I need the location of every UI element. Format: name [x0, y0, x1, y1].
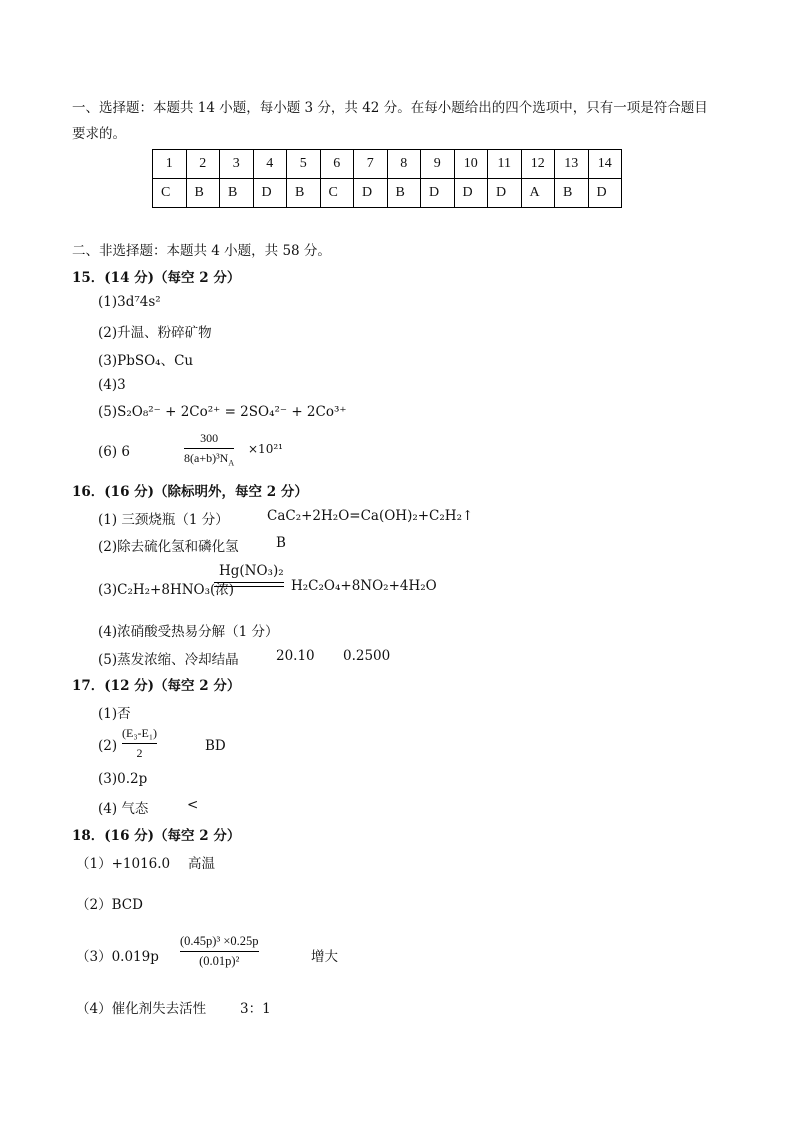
q16-answer-5: (5)蒸发浓缩、冷却结晶 [98, 652, 239, 668]
q18-title: 18．(16 分)（每空 2 分） [72, 828, 241, 844]
question-number-cell: 10 [454, 150, 488, 179]
question-number-cell: 9 [421, 150, 455, 179]
q16-answer-2-choice: B [276, 535, 286, 551]
question-number-cell: 11 [488, 150, 522, 179]
answer-cell: B [186, 179, 220, 208]
question-number-cell: 7 [354, 150, 388, 179]
q17-answer-2-numerator: (E₃-E₁) [122, 726, 158, 740]
answer-table-numbers-row [153, 150, 622, 179]
question-number-cell: 14 [588, 150, 622, 179]
fraction-bar [122, 743, 157, 744]
answer-table [152, 149, 622, 208]
q18-answer-3-fraction [180, 934, 259, 969]
fraction-bar [180, 951, 259, 952]
answer-cell: B [555, 179, 589, 208]
q15-answer-6-fraction [184, 431, 234, 466]
question-number-cell: 5 [287, 150, 321, 179]
q18-answer-1-condition: 高温 [188, 856, 215, 872]
question-number-cell: 13 [555, 150, 589, 179]
q18-answer-1: （1）+1016.0 [76, 856, 171, 872]
q16-answer-3-products: H₂C₂O₄+8NO₂+4H₂O [291, 578, 437, 594]
q17-answer-2-choice: BD [205, 738, 226, 754]
q17-answer-2-denominator: 2 [136, 746, 143, 760]
q18-answer-3-trend: 增大 [311, 949, 338, 965]
q15-answer-3: (3)PbSO₄、Cu [98, 353, 194, 369]
answer-cell: B [387, 179, 421, 208]
q18-answer-3-denominator: (0.01p)² [199, 954, 240, 968]
answer-cell: C [153, 179, 187, 208]
q15-answer-2: (2)升温、粉碎矿物 [98, 325, 212, 341]
answer-cell: D [354, 179, 388, 208]
question-number-cell: 6 [320, 150, 354, 179]
q16-answer-5-value-1: 20.10 [276, 648, 315, 664]
q15-answer-4: (4)3 [98, 377, 126, 393]
fraction-bar [184, 448, 234, 449]
q15-answer-5: (5)S₂O₈²⁻ + 2Co²⁺ = 2SO₄²⁻ + 2Co³⁺ [98, 404, 347, 420]
q17-answer-1: (1)否 [98, 706, 131, 722]
answer-cell: D [253, 179, 287, 208]
q17-answer-2-fraction [122, 726, 157, 761]
question-number-cell: 1 [153, 150, 187, 179]
q16-answer-3-condition: Hg(NO₃)₂ [219, 563, 284, 579]
question-number-cell: 12 [521, 150, 555, 179]
q16-answer-1-equation: CaC₂+2H₂O=Ca(OH)₂+C₂H₂↑ [267, 508, 474, 524]
q18-answer-3-numerator: (0.45p)³ ×0.25p [180, 934, 259, 948]
question-number-cell: 4 [253, 150, 287, 179]
q15-answer-6-denominator: $8(a+b)^3N_A$ [184, 451, 235, 468]
q15-answer-1: (1)3d⁷4s² [98, 294, 161, 310]
q17-answer-2-label: (2) [98, 738, 118, 754]
q15-answer-6-tail: ×10²¹ [248, 442, 283, 456]
answer-cell: D [488, 179, 522, 208]
answer-cell: C [320, 179, 354, 208]
reaction-arrow-double-line [214, 582, 284, 587]
q16-title: 16．(16 分)（除标明外，每空 2 分） [72, 484, 308, 500]
answer-cell: B [220, 179, 254, 208]
q15-answer-6-numerator: 300 [200, 431, 219, 445]
question-number-cell: 3 [220, 150, 254, 179]
q16-answer-2: (2)除去硫化氢和磷化氢 [98, 539, 239, 555]
section2-heading: 二、非选择题：本题共 4 小题，共 58 分。 [72, 243, 331, 259]
q18-answer-4: （4）催化剂失去活性 [76, 1001, 207, 1017]
q16-answer-5-value-2: 0.2500 [343, 648, 391, 664]
q17-answer-4: (4) 气态 [98, 801, 149, 817]
answer-cell: D [454, 179, 488, 208]
answer-cell: D [588, 179, 622, 208]
answer-cell: A [521, 179, 555, 208]
question-number-cell: 2 [186, 150, 220, 179]
answer-table-answers-row [153, 179, 622, 208]
q16-answer-4: (4)浓硝酸受热易分解（1 分） [98, 624, 279, 640]
answer-cell: B [287, 179, 321, 208]
section1-heading-line2: 要求的。 [72, 126, 126, 142]
question-number-cell: 8 [387, 150, 421, 179]
q16-answer-1: (1) 三颈烧瓶（1 分） [98, 512, 229, 528]
answer-cell: D [421, 179, 455, 208]
q18-answer-3: （3）0.019p [76, 949, 159, 965]
q17-answer-3: (3)0.2p [98, 771, 148, 787]
section1-heading-line1: 一、选择题：本题共 14 小题，每小题 3 分，共 42 分。在每小题给出的四个选项中，只有一项是符合题目 [72, 100, 708, 116]
q18-answer-4-ratio: 3：1 [240, 1001, 271, 1017]
q17-title: 17．(12 分)（每空 2 分） [72, 678, 241, 694]
q15-answer-6-label: (6) 6 [98, 444, 131, 460]
q16-answer-3-reactants: (3)C₂H₂+8HNO₃(浓) [98, 582, 235, 598]
q15-title: 15．(14 分)（每空 2 分） [72, 270, 241, 286]
q17-answer-4-symbol: < [187, 797, 199, 813]
q18-answer-2: （2）BCD [76, 897, 143, 913]
